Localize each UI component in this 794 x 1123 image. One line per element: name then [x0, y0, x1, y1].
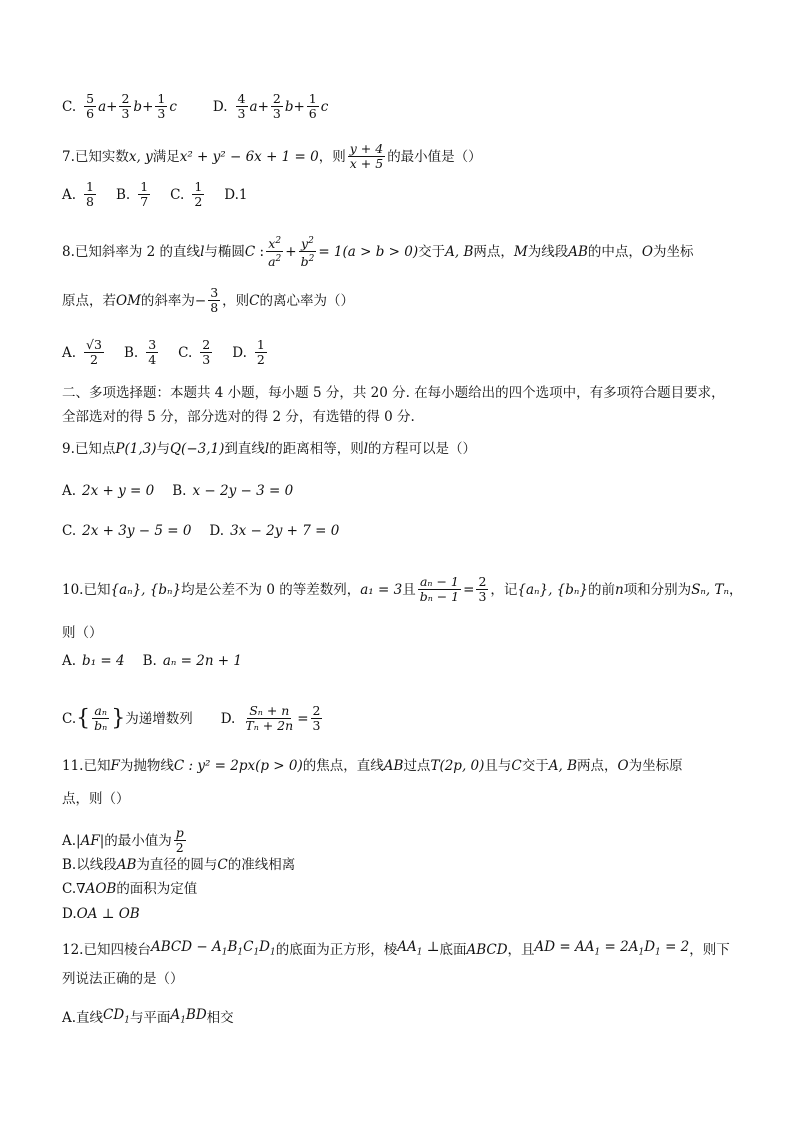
point-p: P(1,3) [115, 441, 157, 457]
q7-text: 7.已知实数 [62, 148, 129, 165]
fraction: $\frac{1}{3}$ [157, 91, 166, 121]
q6-option-d-label: D. [212, 98, 228, 115]
q7-text: ，则 [318, 148, 346, 165]
section-2-heading-line2: 全部选对的得 5 分，部分选对的得 2 分，有选错的得 0 分. [62, 409, 415, 425]
q11-stem: 11.已知 F 为抛物线 C : y² = 2px(p > 0) 的焦点，直线 AB 过点 T(2p, 0) 且与 C 交于 A, B 两点， O 为坐标原 [62, 758, 683, 774]
fraction: $\frac{1}{2}$ [194, 179, 203, 209]
q10-line2: 则（） [62, 625, 103, 641]
q7-equation: x² + y² − 6x + 1 = 0 [179, 148, 319, 165]
q9-options-ab: A. 2x + y = 0 B. x − 2y − 3 = 0 [62, 483, 294, 499]
q8-options: A. $\frac{√3}{2}$ B. $\frac{3}{4}$ C. $\frac{2}{3}$ D. $\frac{1}{2}$ [62, 337, 265, 367]
q12-line2: 列说法正确的是（） [62, 971, 184, 987]
fraction: $\frac{2}{3}$ [272, 91, 281, 121]
fraction: $\frac{2}{3}$ [121, 91, 130, 121]
q8-text: 两点， [473, 243, 514, 260]
q8-text: 为线段 [527, 243, 569, 260]
q8-text: 的斜率为 [140, 292, 195, 309]
q7-option-d: D.1 [224, 186, 248, 203]
q11-option-d: D. OA ⊥ OB [62, 906, 140, 922]
q10-stem: 10.已知 {aₙ}, {bₙ} 均是公差不为 0 的等差数列， a₁ = 3 且 $\frac{\text{aₙ − 1}}{\text{bₙ − 1}}$ = $\frac{2}{3}$ ，记 {aₙ}, {bₙ} 的前 n 项和分别为 Sₙ, Tₙ ， [62, 574, 743, 604]
fraction: $\frac{5}{6}$ [86, 91, 95, 121]
q8-condition: = 1(a > b > 0) [318, 243, 419, 260]
q9-option-c-eq: 2x + 3y − 5 = 0 [82, 523, 192, 539]
q8-stem-line1: 8.已知斜率为 2 的直线 l 与椭圆 C : $\frac{x^2}{a^2}$ + $\frac{y^2}{b^2}$ = 1(a > b > 0) 交于 A, B 两点， M 为线段 AB 的中点， O 为坐标 [62, 236, 694, 270]
fraction: $\frac{\text{Sₙ + n}}{\text{Tₙ + 2n}}$ [245, 703, 294, 733]
q9-option-d-eq: 3x − 2y + 7 = 0 [230, 523, 340, 539]
q8-text: 的离心率为（） [259, 292, 354, 309]
fraction: $\frac{1}{2}$ [256, 337, 265, 367]
q8-text: 与椭圆 [204, 243, 245, 260]
fraction: $\frac{2}{3}$ [478, 574, 487, 604]
q10-options-cd: C. { $\frac{\text{aₙ}}{\text{bₙ}}$ } 为递增数列 D. $\frac{\text{Sₙ + n}}{\text{Tₙ + 2n}}$ = $\frac{2}{3}$ [62, 703, 321, 733]
q8-text: ，则 [222, 292, 250, 309]
q11-option-a: A. |AF| 的最小值为 $\frac{p}{2}$ [62, 825, 184, 855]
fraction: $\frac{1}{7}$ [140, 179, 149, 209]
q8-stem-line2: 原点，若 OM 的斜率为 − $\frac{3}{8}$ ，则 C 的离心率为（） [62, 285, 354, 315]
q8-text: 交于 [418, 243, 446, 260]
q9-stem: 9.已知点 P(1,3) 与 Q(−3,1) 到直线 l 的距离相等，则 l 的方程可以是（） [62, 441, 477, 457]
q7-option-c: C. [170, 186, 185, 203]
fraction: $\frac{2}{3}$ [202, 337, 211, 367]
q8-text: 为坐标 [652, 243, 694, 260]
section-2-heading-line1: 二、多项选择题：本题共 4 小题，每小题 5 分，共 20 分. 在每小题给出的四个选项中，有多项符合题目要求， [62, 385, 725, 401]
q7-option-b: B. [116, 186, 131, 203]
q7-stem [62, 142, 482, 171]
q7-text: 满足 [152, 148, 180, 165]
fraction: $\frac{x^2}{a^2}$ [268, 236, 282, 270]
q9-option-a-eq: 2x + y = 0 [82, 483, 155, 499]
q6-options: C. $\frac{5}{6}$ a + $\frac{2}{3}$ b + $\frac{1}{3}$ c D. $\frac{4}{3}$ a + $\frac{2}{3}$ b + $\frac{1}{6}$ c [62, 91, 329, 121]
q8-text: 8.已知斜率为 2 的直线 [62, 243, 201, 260]
q9-options-cd: C. 2x + 3y − 5 = 0 D. 3x − 2y + 7 = 0 [62, 523, 340, 539]
fraction: $\frac{\text{aₙ − 1}}{\text{bₙ − 1}}$ [419, 574, 460, 604]
fraction: $\frac{p}{2}$ [175, 825, 184, 855]
fraction: $\frac{y^2}{b^2}$ [300, 236, 315, 270]
fraction: $\frac{4}{3}$ [237, 91, 246, 121]
fraction: $\frac{3}{8}$ [210, 285, 219, 315]
fraction: $\frac{1}{6}$ [308, 91, 317, 121]
q7-options [62, 180, 248, 209]
q7-option-a: A. [62, 186, 77, 203]
q10-options-ab: A. b₁ = 4 B. aₙ = 2n + 1 [62, 653, 242, 669]
q7-text: 的最小值是（） [387, 148, 482, 165]
q11-option-b: B.以线段 AB 为直径的圆与 C 的准线相离 [62, 857, 296, 873]
q12-option-a: A.直线 $CD_1$ 与平面 $A_1BD$ 相交 [62, 1007, 234, 1026]
q11-line2: 点，则（） [62, 791, 130, 807]
q7-fraction: $\frac{y + 4}{x + 5}$ [349, 141, 384, 171]
fraction: $\frac{\text{aₙ}}{\text{bₙ}}$ [94, 703, 108, 733]
fraction: $\frac{3}{4}$ [148, 337, 157, 367]
fraction: $\frac{1}{8}$ [86, 179, 94, 209]
fraction: $\frac{2}{3}$ [312, 703, 321, 733]
q12-stem: 12.已知四棱台 ABCD − $A_1B_1C_1D_1$ 的底面为正方形，棱 $AA_1$ ⊥ 底面 ABCD ，且 AD = $AA_1 = 2A_1D_1 = 2$ ，则下 [62, 939, 730, 958]
q8-text: 原点，若 [62, 292, 116, 309]
point-q: Q(−3,1) [169, 441, 225, 457]
q9-option-b-eq: x − 2y − 3 = 0 [192, 483, 294, 499]
q11-option-c: C. ∇AOB 的面积为定值 [62, 881, 198, 897]
q8-text: 的中点， [587, 243, 642, 260]
fraction: $\frac{√3}{2}$ [86, 337, 102, 367]
q6-option-c-label: C. [62, 98, 77, 115]
q7-vars: x, y [128, 148, 153, 165]
